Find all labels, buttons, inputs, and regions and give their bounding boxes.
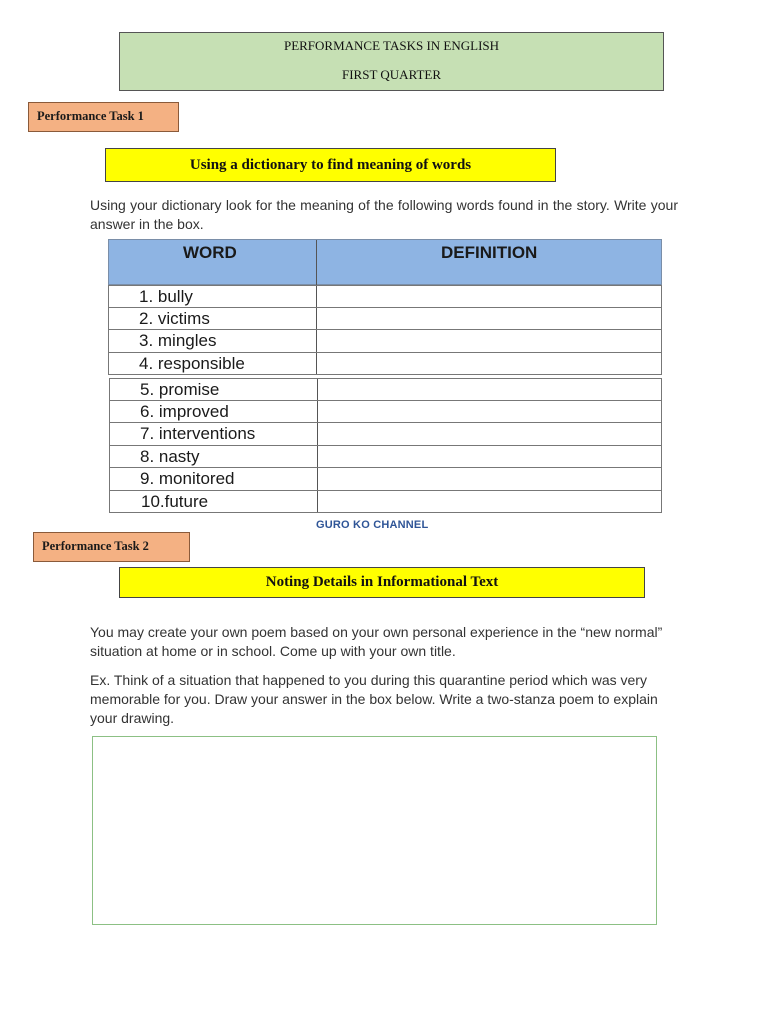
table-row <box>108 353 662 376</box>
drawing-answer-box <box>92 736 657 925</box>
task2-title: Noting Details in Informational Text <box>119 567 645 598</box>
word-text: 3. mingles <box>139 331 217 350</box>
document-header <box>119 32 664 91</box>
column-header-definition: DEFINITION <box>441 243 538 262</box>
header-subtitle: FIRST QUARTER <box>341 67 442 82</box>
word-text: 1. bully <box>139 287 193 306</box>
table-row <box>108 330 662 353</box>
task1-title: Using a dictionary to find meaning of words <box>105 148 556 182</box>
word-text: 10.future <box>141 491 209 511</box>
table-row <box>109 468 662 491</box>
table-row <box>109 378 662 401</box>
task1-label: Performance Task 1 <box>28 102 179 132</box>
channel-credit: GURO KO CHANNEL <box>316 519 429 531</box>
table-row <box>108 285 662 308</box>
column-divider <box>316 240 317 286</box>
table-header <box>108 239 662 285</box>
word-text: 9. monitored <box>140 469 235 488</box>
word-text: 2. victims <box>139 308 210 328</box>
word-text: 6. improved <box>140 401 229 421</box>
table-row <box>108 308 662 331</box>
word-text: 7. interventions <box>140 424 256 443</box>
header-title: PERFORMANCE TASKS IN ENGLISH <box>283 38 500 53</box>
table-row <box>109 446 662 469</box>
word-text: 4. responsible <box>139 353 245 373</box>
word-text: 5. promise <box>140 380 220 399</box>
table-row <box>109 423 662 446</box>
word-text: 8. nasty <box>140 446 200 466</box>
table-row <box>109 491 662 514</box>
task2-paragraph-2: Ex. Think of a situation that happened to you during this quarantine period which was very memorable for you. Draw your answer in the box below. Write a two-stanza poem to explain your drawing. <box>90 672 658 726</box>
task1-instructions: Using your dictionary look for the meaning of the following words found in the story. Write your answer in the box. <box>90 197 678 232</box>
task2-paragraph-1: You may create your own poem based on your own personal experience in the “new normal” situation at home or in school. Come up with your own title. <box>90 624 663 659</box>
table-row <box>109 401 662 424</box>
task2-label: Performance Task 2 <box>33 532 190 562</box>
column-header-word: WORD <box>183 243 237 262</box>
